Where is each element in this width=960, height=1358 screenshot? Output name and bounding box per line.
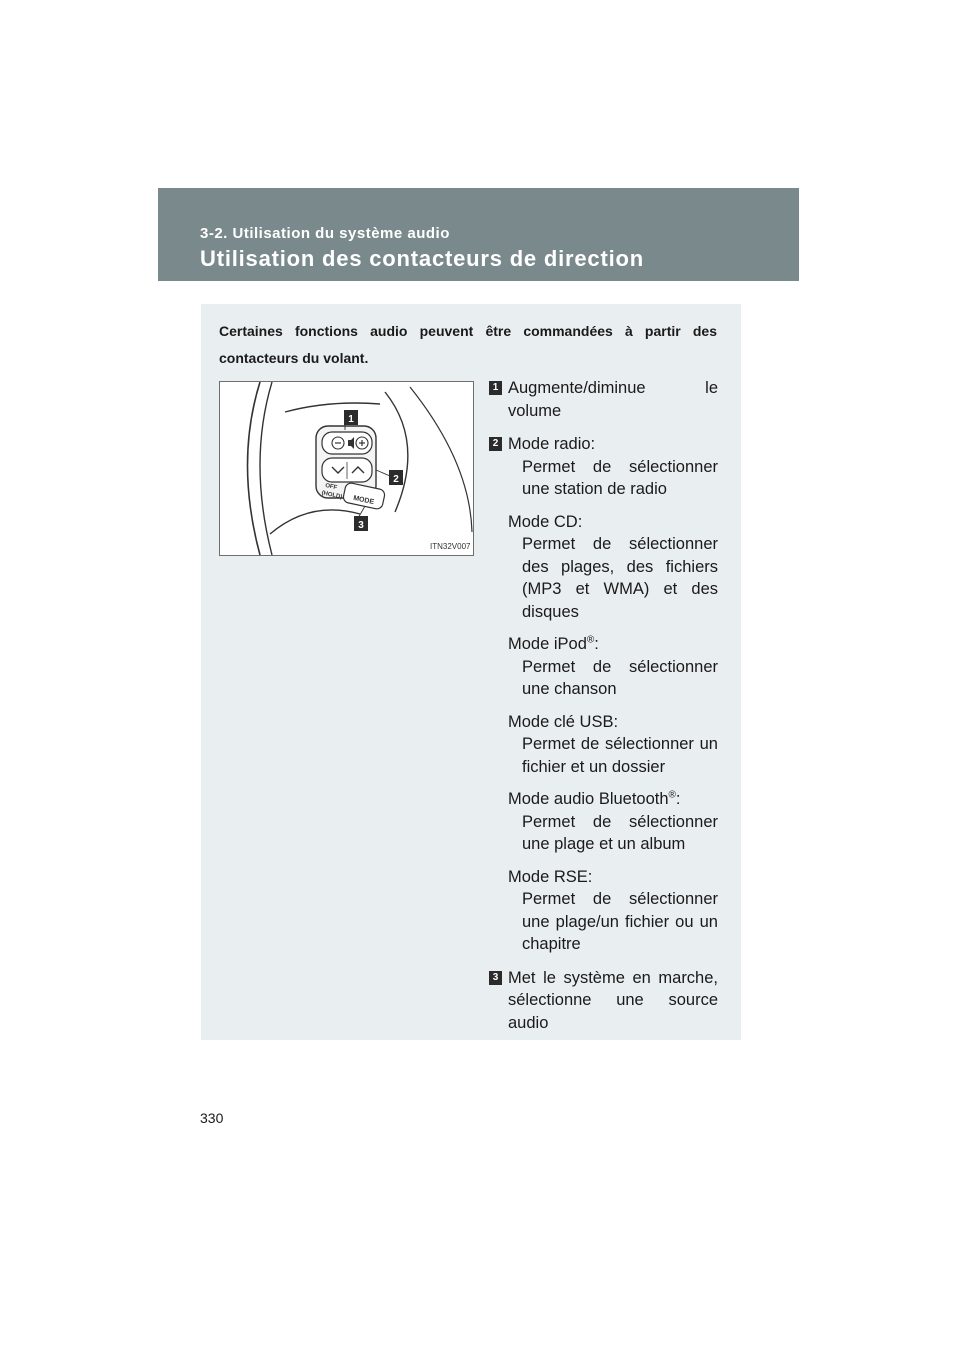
svg-text:3: 3 — [358, 520, 364, 531]
mode-cd — [508, 511, 718, 624]
off-button-label: OFF — [324, 482, 338, 492]
svg-text:1: 1 — [348, 414, 354, 425]
item-number-badge: 3 — [489, 971, 502, 985]
mode-description: Permet de sélectionner un fichier et un dossier — [522, 735, 718, 776]
mode-bluetooth — [508, 788, 718, 856]
item-number-badge: 1 — [489, 381, 502, 395]
mode-description: Permet de sélectionner une chanson — [522, 657, 718, 698]
mode-description: Permet de sélectionner une station de radio — [522, 457, 718, 498]
item-number-badge: 2 — [489, 437, 502, 451]
section-label: 3-2. Utilisation du système audio — [200, 225, 450, 242]
hub-outer — [410, 387, 472, 532]
page-number: 330 — [200, 1110, 224, 1126]
registered-mark: ® — [668, 789, 676, 801]
mode-button-label: MODE — [352, 494, 375, 507]
page-title: Utilisation des contacteurs de direction — [200, 246, 644, 271]
mode-label: Mode RSE: — [508, 867, 593, 886]
list-item-1 — [489, 377, 718, 422]
intro-text: Certaines fonctions audio peuvent être commandées à partir des contacteurs du volant. — [219, 323, 717, 366]
wheel-rim-inner — [260, 382, 272, 555]
mode-usb — [508, 711, 718, 779]
mode-label: Mode CD: — [508, 512, 583, 531]
mode-description: Permet de sélectionner une plage et un album — [522, 812, 718, 853]
mode-rse — [508, 866, 718, 956]
mode-label: Mode clé USB: — [508, 712, 619, 731]
registered-mark: ® — [586, 634, 595, 646]
spoke-bottom — [270, 510, 360, 534]
mode-label: Mode radio: — [508, 435, 596, 453]
figure-code: ITN32V007 — [430, 542, 471, 551]
mode-label: Mode iPod®: — [508, 634, 599, 653]
list-item-3 — [489, 967, 718, 1035]
item-text: Met le système en marche, sélectionne une source audio — [508, 968, 718, 1032]
spoke-top — [285, 403, 380, 412]
mode-label: Mode audio Bluetooth®: — [508, 789, 681, 808]
mode-description: Permet de sélectionner une plage/un fichier ou un chapitre — [522, 890, 718, 953]
mode-description: Permet de sélectionner des plages, des fichiers (MP3 et WMA) et des disques — [522, 535, 718, 621]
mode-button — [342, 482, 385, 510]
hold-button-label: (HOLD) — [320, 490, 343, 501]
mode-ipod — [508, 633, 718, 701]
wheel-rim-outer — [248, 382, 261, 555]
callout-list — [489, 377, 718, 1045]
hub-edge — [385, 392, 408, 512]
svg-text:2: 2 — [393, 474, 399, 485]
item-text: Augmente/diminue le volume — [508, 379, 718, 420]
steering-switch-illustration — [220, 382, 473, 555]
mode-radio — [508, 433, 718, 501]
steering-switch-figure — [219, 381, 474, 556]
list-item-2 — [489, 433, 718, 956]
